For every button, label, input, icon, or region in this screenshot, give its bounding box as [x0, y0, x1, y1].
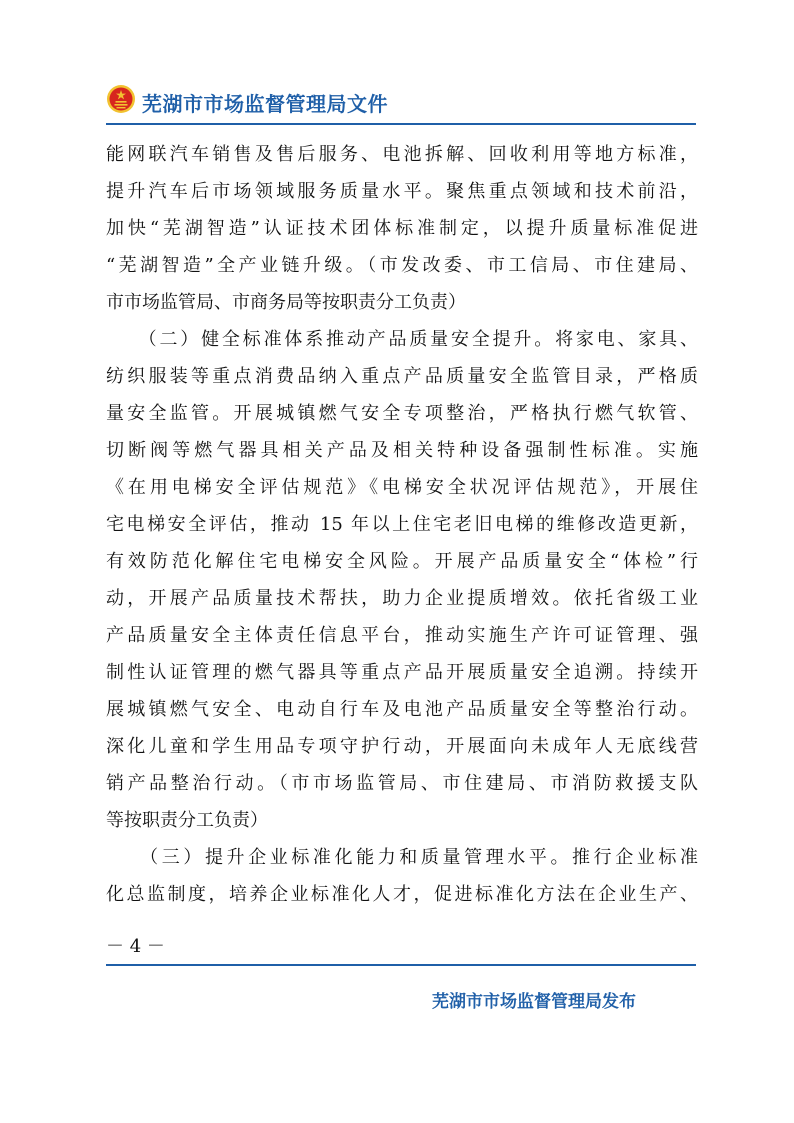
body-line: “芜湖智造”全产业链升级。（市发改委、市工信局、市住建局、 [106, 255, 698, 276]
body-line: （三）提升企业标准化能力和质量管理水平。推行企业标准 [106, 847, 698, 868]
body-line: 能网联汽车销售及售后服务、电池拆解、回收利用等地方标准， [106, 144, 698, 165]
body-line: 展城镇燃气安全、电动自行车及电池产品质量安全等整治行动。 [106, 699, 698, 720]
footer-divider [106, 964, 696, 966]
body-line: 等按职责分工负责） [106, 810, 268, 831]
body-line: 有效防范化解住宅电梯安全风险。开展产品质量安全“体检”行 [106, 551, 698, 572]
body-line: 制性认证管理的燃气器具等重点产品开展质量安全追溯。持续开 [106, 662, 698, 683]
body-line: 深化儿童和学生用品专项守护行动，开展面向未成年人无底线营 [106, 736, 698, 757]
header-divider [106, 123, 696, 125]
page-number: － 4 － [106, 936, 165, 957]
body-line: 量安全监管。开展城镇燃气安全专项整治，严格执行燃气软管、 [106, 403, 698, 424]
body-line: 加快“芜湖智造”认证技术团体标准制定，以提升质量标准促进 [106, 218, 698, 239]
body-line: 化总监制度，培养企业标准化人才，促进标准化方法在企业生产、 [106, 884, 698, 905]
body-line: 提升汽车后市场领域服务质量水平。聚焦重点领域和技术前沿， [106, 181, 698, 202]
body-line: （二）健全标准体系推动产品质量安全提升。将家电、家具、 [106, 329, 698, 350]
body-line: 切断阀等燃气器具相关产品及相关特种设备强制性标准。实施 [106, 440, 698, 461]
body-line: 产品质量安全主体责任信息平台，推动实施生产许可证管理、强 [106, 625, 698, 646]
national-emblem-icon [106, 84, 136, 114]
body-line: 纺织服装等重点消费品纳入重点产品质量安全监管目录，严格质 [106, 366, 698, 387]
document-title: 芜湖市市场监督管理局文件 [142, 92, 388, 116]
body-text [106, 136, 698, 913]
body-line: 《在用电梯安全评估规范》《电梯安全状况评估规范》，开展住 [106, 477, 698, 498]
body-line: 市市场监管局、市商务局等按职责分工负责） [106, 292, 466, 313]
body-line: 宅电梯安全评估，推动 15 年以上住宅老旧电梯的维修改造更新， [106, 514, 698, 535]
body-line: 销产品整治行动。（市市场监管局、市住建局、市消防救援支队 [106, 773, 698, 794]
document-header [106, 84, 696, 120]
body-line: 动，开展产品质量技术帮扶，助力企业提质增效。依托省级工业 [106, 588, 698, 609]
footer-publisher: 芜湖市市场监督管理局发布 [432, 992, 636, 1012]
